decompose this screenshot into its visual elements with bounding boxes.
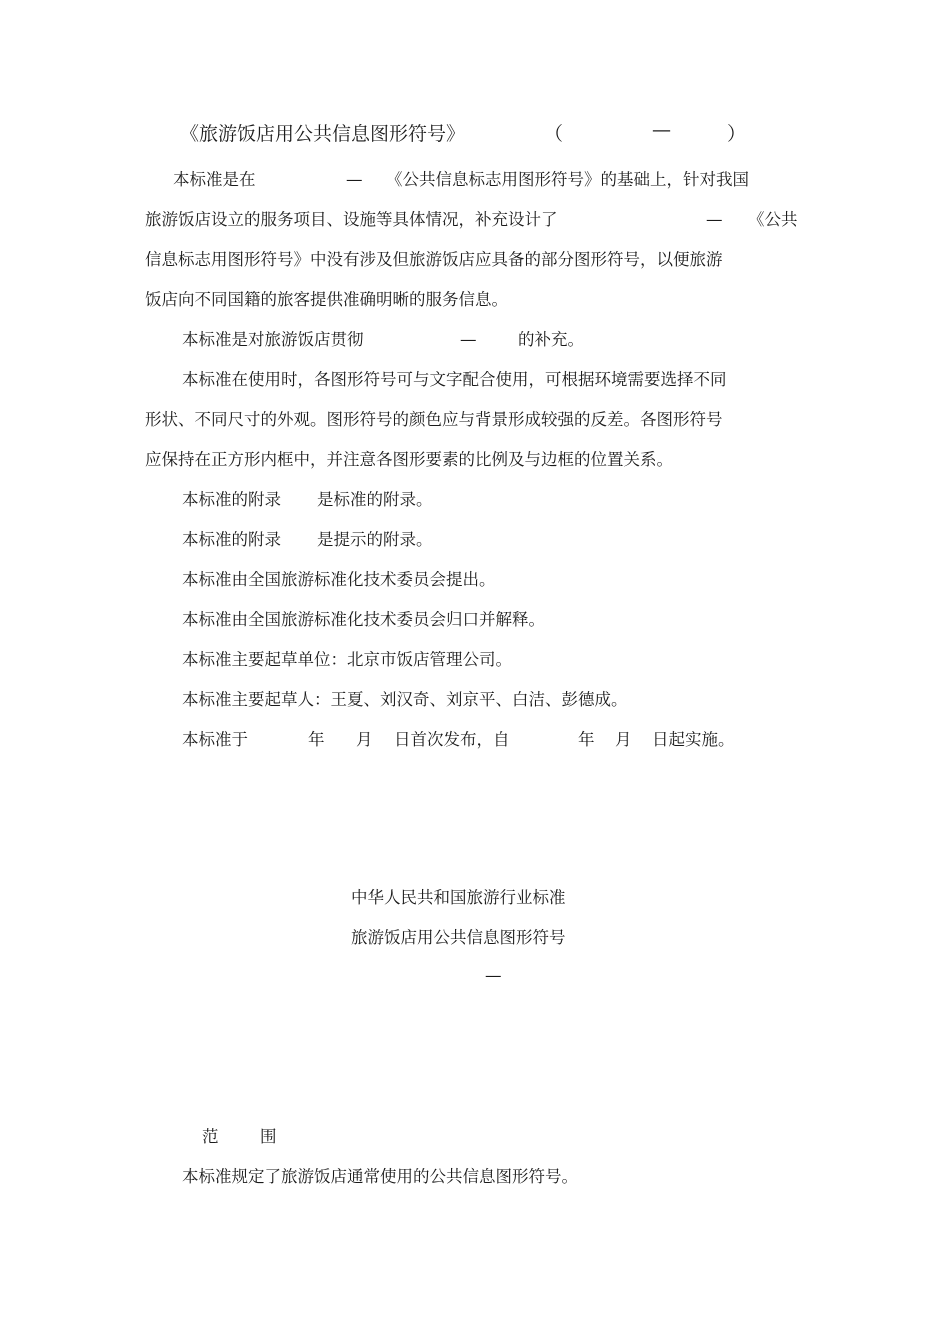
usage-line-1: 本标准在使用时，各图形符号可与文字配合使用，可根据环境需要选择不同 xyxy=(182,370,727,389)
intro-line-1-dash: — xyxy=(346,170,363,189)
dates-month-1: 月 xyxy=(356,730,373,749)
dates-month-2: 月 xyxy=(615,730,632,749)
title-dash: — xyxy=(652,119,671,141)
document-title: 《旅游饭店用公共信息图形符号》 xyxy=(180,123,466,145)
appendix-1a: 本标准的附录 xyxy=(182,490,281,509)
standard-header-dash: — xyxy=(485,966,502,985)
appendix-2b: 是提示的附录。 xyxy=(317,530,433,549)
supplement-b: 的补充。 xyxy=(518,330,584,349)
scope-heading-a: 范 xyxy=(202,1127,219,1146)
dates-day-1: 日首次发布，自 xyxy=(394,730,510,749)
dates-year-1: 年 xyxy=(308,730,325,749)
intro-line-2-dash: — xyxy=(706,210,723,229)
dates-day-2: 日起实施。 xyxy=(652,730,735,749)
title-paren-open: （ xyxy=(544,123,564,145)
interpret-line: 本标准由全国旅游标准化技术委员会归口并解释。 xyxy=(182,610,545,629)
supplement-dash: — xyxy=(460,330,477,349)
dates-year-2: 年 xyxy=(578,730,595,749)
scope-text: 本标准规定了旅游饭店通常使用的公共信息图形符号。 xyxy=(182,1167,578,1186)
supplement-a: 本标准是对旅游饭店贯彻 xyxy=(182,330,364,349)
title-paren-close: ） xyxy=(727,123,747,145)
usage-line-2: 形状、不同尺寸的外观。图形符号的颜色应与背景形成较强的反差。各图形符号 xyxy=(145,410,723,429)
scope-heading-b: 围 xyxy=(260,1127,277,1146)
intro-line-2a: 旅游饭店设立的服务项目、设施等具体情况，补充设计了 xyxy=(145,210,558,229)
intro-line-1a: 本标准是在 xyxy=(173,170,256,189)
usage-line-3: 应保持在正方形内框中，并注意各图形要素的比例及与边框的位置关系。 xyxy=(145,450,673,469)
intro-line-4: 饭店向不同国籍的旅客提供准确明晰的服务信息。 xyxy=(145,290,508,309)
standard-header-line-1: 中华人民共和国旅游行业标准 xyxy=(351,888,566,907)
drafting-unit-line: 本标准主要起草单位：北京市饭店管理公司。 xyxy=(182,650,512,669)
intro-line-1b: 《公共信息标志用图形符号》的基础上，针对我国 xyxy=(386,170,749,189)
standard-header-line-2: 旅游饭店用公共信息图形符号 xyxy=(351,928,566,947)
appendix-1b: 是标准的附录。 xyxy=(317,490,433,509)
drafters-line: 本标准主要起草人：王夏、刘汉奇、刘京平、白洁、彭德成。 xyxy=(182,690,628,709)
dates-a: 本标准于 xyxy=(182,730,248,749)
appendix-2a: 本标准的附录 xyxy=(182,530,281,549)
intro-line-3: 信息标志用图形符号》中没有涉及但旅游饭店应具备的部分图形符号，以便旅游 xyxy=(145,250,723,269)
intro-line-2b: 《公共 xyxy=(748,210,798,229)
proposed-line: 本标准由全国旅游标准化技术委员会提出。 xyxy=(182,570,496,589)
